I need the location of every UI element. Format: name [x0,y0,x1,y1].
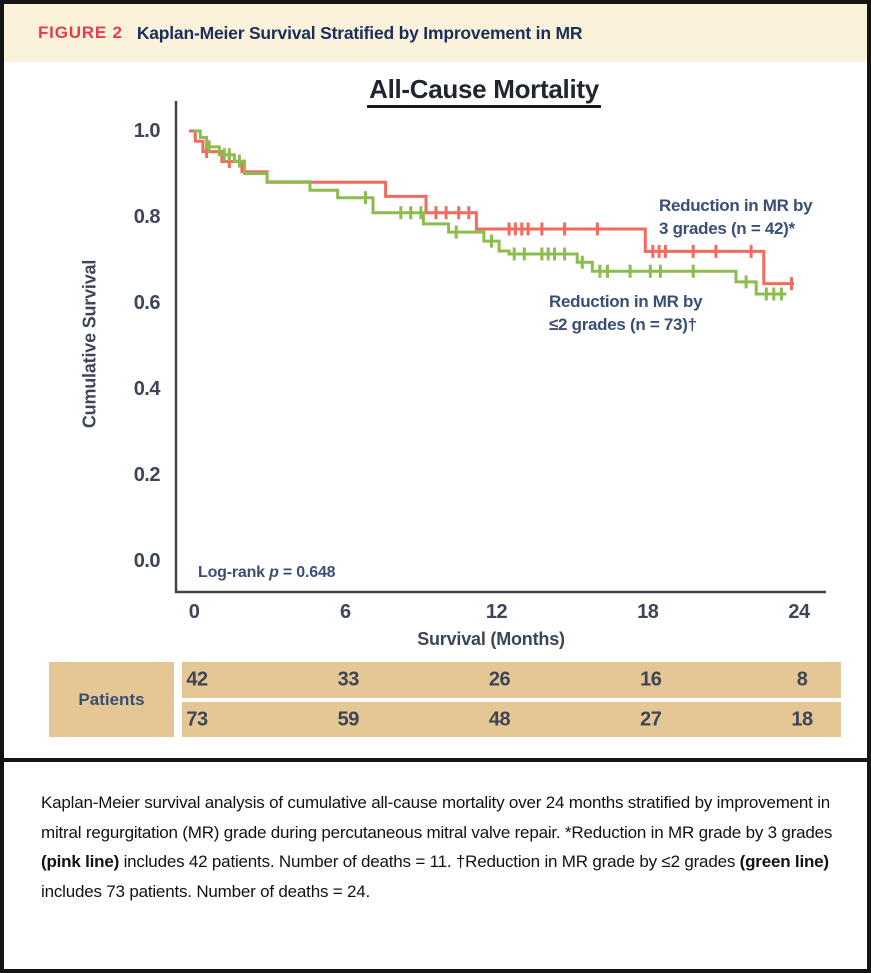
x-axis-label: Survival (Months) [417,629,565,649]
figure-number-label: FIGURE 2 [38,23,123,42]
y-tick-label: 0.4 [133,378,160,400]
axis-lines [176,101,826,592]
at-risk-count: 73 [186,708,208,730]
y-axis-label: Cumulative Survival [79,259,100,429]
at-risk-row-green [182,702,841,737]
series-annotation-green-line1: Reduction in MR by [549,292,703,311]
figure-caption [41,788,841,906]
caption-bold-segment: (pink line) [41,852,120,871]
series-annotation-red-line2: 3 grades (n = 42)* [659,219,795,238]
figure-header [4,4,867,62]
log-rank-p-symbol: p [269,564,279,581]
at-risk-count: 18 [791,708,813,730]
caption-text-segment: Kaplan-Meier survival analysis of cumulative all-cause mortality over 24 months stratified by improvement in mitral regurgitation (MR) grade during percutaneous mitral valve repair. *Reduction in MR grade by 3 grades [41,793,833,842]
caption-text-segment: includes 42 patients. Number of deaths = 11. †Reduction in MR grade by ≤2 grades [119,852,740,871]
caption-bold-segment: (green line) [739,852,829,871]
series-annotation-green-line2: ≤2 grades (n = 73)† [549,315,697,334]
x-tick-label: 0 [188,601,200,623]
log-rank-annotation: Log-rank p = 0.648 [198,564,336,581]
chart-title: All-Cause Mortality [154,74,814,105]
y-tick-label: 1.0 [133,120,160,142]
figure-header-title: Kaplan-Meier Survival Stratified by Improvement in MR [136,22,583,43]
at-risk-count: 8 [796,668,808,691]
at-risk-count: 59 [337,708,359,730]
y-tick-label: 0.0 [133,550,160,572]
series-annotation-red [659,194,812,240]
x-tick-label: 12 [485,601,508,623]
y-tick-label: 0.6 [133,292,160,314]
at-risk-count: 42 [186,668,208,691]
series-annotation-red-line1: Reduction in MR by [659,196,813,215]
caption-divider [4,758,867,762]
at-risk-count: 26 [488,668,511,691]
caption-text-segment: includes 73 patients. Number of deaths = 24. [41,881,371,901]
y-tick-label: 0.8 [133,206,160,228]
y-tick-label: 0.2 [133,464,160,486]
x-tick-label: 18 [637,601,659,623]
at-risk-count: 27 [640,708,662,730]
series-annotation-green [549,290,702,336]
at-risk-count: 33 [337,668,359,691]
at-risk-count: 16 [640,668,662,691]
at-risk-count: 48 [488,708,511,730]
at-risk-row-pink [182,662,841,698]
x-tick-label: 24 [788,601,810,623]
at-risk-row-label: Patients [49,662,174,737]
x-tick-label: 6 [339,601,351,623]
